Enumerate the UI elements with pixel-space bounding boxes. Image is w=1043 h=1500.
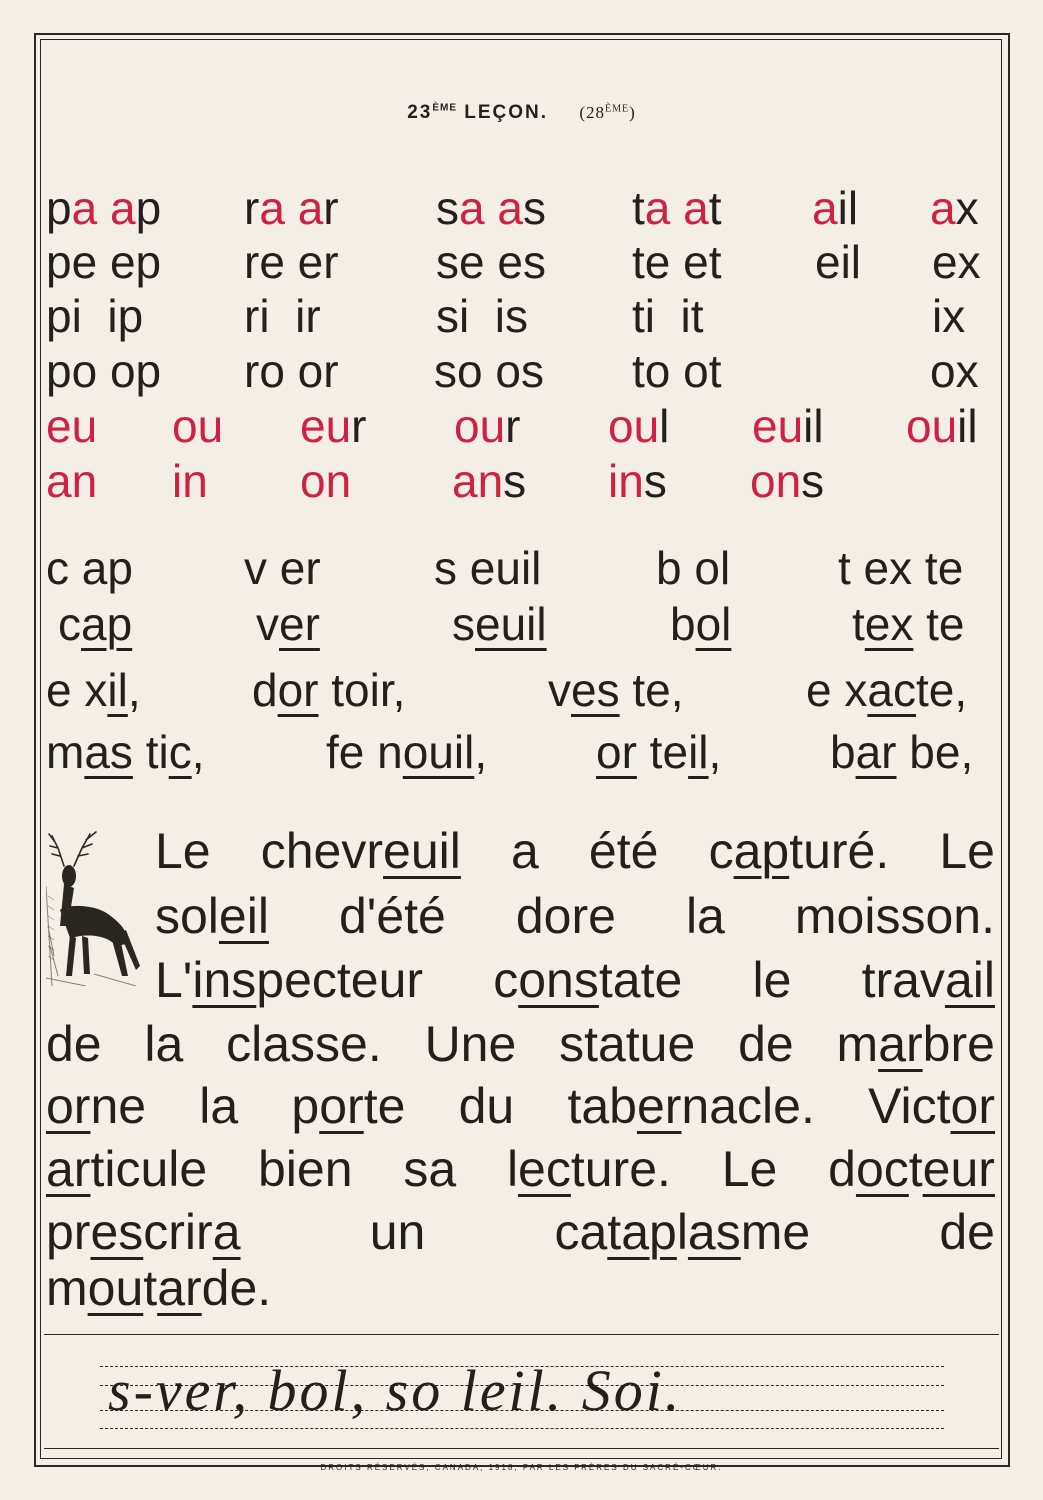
paragraph-word: Victor <box>868 1078 995 1134</box>
lesson-number: 23 <box>407 102 433 123</box>
syllable-row-2 <box>0 234 1043 290</box>
word-cell: cap <box>58 598 133 650</box>
paragraph-line-2 <box>155 884 995 948</box>
paragraph-line-3 <box>155 948 995 1012</box>
syllable-cell: ans <box>452 455 527 507</box>
paragraph-word: chevreuil <box>260 823 461 879</box>
paragraph-word: Le <box>939 823 995 879</box>
word-row-3 <box>0 662 1043 718</box>
paragraph-word: dore <box>515 888 616 944</box>
syllable-cell: ix <box>932 290 966 342</box>
paragraph-word: lecture. <box>506 1141 671 1197</box>
word-cell: s euil <box>434 542 542 594</box>
syllable-cell: in <box>172 455 208 507</box>
word-cell: tex te <box>852 598 965 650</box>
paragraph-word: constate <box>493 952 683 1008</box>
paragraph-line-7 <box>46 1200 995 1264</box>
syllable-cell: our <box>454 400 521 452</box>
paragraph-word: la <box>144 1016 184 1072</box>
word-cell: b ol <box>656 542 731 594</box>
syllable-row-6 <box>0 453 1043 509</box>
syllable-cell: ta at <box>632 182 722 234</box>
word-cell: c ap <box>46 542 133 594</box>
paragraph-word: bien <box>258 1141 353 1197</box>
syllable-cell: ins <box>608 455 667 507</box>
paragraph-word: de <box>939 1204 995 1260</box>
paragraph-word: de <box>46 1016 102 1072</box>
syllable-row-1 <box>0 180 1043 236</box>
word-cell: mas tic, <box>46 726 205 778</box>
word-cell: ves te, <box>548 664 684 716</box>
paragraph-line-8 <box>46 1256 995 1320</box>
syllable-cell: ax <box>930 182 979 234</box>
word-row-split <box>0 540 1043 596</box>
syllable-cell: pa ap <box>46 182 162 234</box>
syllable-cell: ox <box>930 345 979 397</box>
word-cell: bol <box>670 598 732 650</box>
syllable-cell: ou <box>172 400 224 452</box>
paragraph-word: sa <box>403 1141 457 1197</box>
word-cell: dor toir, <box>252 664 406 716</box>
syllable-cell: eil <box>815 236 862 288</box>
copyright-footer: DROITS RÉSERVÉS, CANADA, 1918, PAR LES FRÈRES DU SACRÉ-CŒUR. <box>320 1463 723 1472</box>
lesson-alt-number: (28ÈME) <box>579 103 636 122</box>
paragraph-word: du <box>458 1078 515 1134</box>
word-row-joined <box>0 596 1043 652</box>
word-cell: v er <box>244 542 321 594</box>
paragraph-word: de <box>738 1016 794 1072</box>
syllable-cell: re er <box>244 236 339 288</box>
word-row-4 <box>0 724 1043 780</box>
word-cell: bar be, <box>830 726 974 778</box>
syllable-cell: ri ir <box>244 290 321 342</box>
rule-bottom <box>44 1448 999 1449</box>
syllable-cell: eur <box>300 400 367 452</box>
paragraph-word: L'inspecteur <box>155 952 424 1008</box>
paragraph-word: tabernacle. <box>567 1078 815 1134</box>
paragraph-word: a <box>510 823 539 879</box>
paragraph-word: statue <box>559 1016 696 1072</box>
syllable-cell: so os <box>434 345 544 397</box>
syllable-row-5 <box>0 398 1043 454</box>
syllable-cell: sa as <box>436 182 546 234</box>
paragraph-word: un <box>369 1204 426 1260</box>
paragraph-word: le <box>752 952 792 1008</box>
paragraph-word: moutarde. <box>46 1260 272 1316</box>
paragraph-word: articule <box>46 1141 208 1197</box>
paragraph-word: marbre <box>836 1016 995 1072</box>
syllable-cell: pi ip <box>46 290 144 342</box>
syllable-cell: oul <box>608 400 670 452</box>
paragraph-word: cataplasme <box>554 1204 811 1260</box>
word-cell: e xil, <box>46 664 141 716</box>
syllable-row-3 <box>0 288 1043 344</box>
paragraph-word: la <box>685 888 725 944</box>
paragraph-word: moisson. <box>794 888 995 944</box>
syllable-cell: pe ep <box>46 236 162 288</box>
syllable-cell: po op <box>46 345 162 397</box>
word-cell: fe nouil, <box>326 726 488 778</box>
syllable-cell: an <box>46 455 98 507</box>
paragraph-word: porte <box>291 1078 406 1134</box>
paragraph-word: classe. <box>226 1016 382 1072</box>
paragraph-line-5 <box>46 1074 995 1138</box>
writing-guide <box>100 1428 944 1429</box>
lesson-title <box>0 102 1043 124</box>
word-cell: t ex te <box>838 542 964 594</box>
paragraph-word: docteur <box>828 1141 995 1197</box>
lesson-word: LEÇON. <box>464 102 549 123</box>
syllable-cell: euil <box>752 400 824 452</box>
cursive-line: s-ver, bol, so leil. Soi. <box>108 1358 683 1423</box>
paragraph-word: été <box>588 823 659 879</box>
syllable-cell: eu <box>46 400 98 452</box>
syllable-cell: ail <box>812 182 859 234</box>
paragraph-line-6 <box>46 1137 995 1201</box>
syllable-cell: ra ar <box>244 182 339 234</box>
paragraph-word: capturé. <box>708 823 890 879</box>
word-cell: or teil, <box>596 726 722 778</box>
paragraph-word: prescrira <box>46 1204 241 1260</box>
lesson-number-suffix: ÈME <box>432 102 457 114</box>
paragraph-line-1 <box>155 819 995 883</box>
syllable-cell: te et <box>632 236 722 288</box>
syllable-cell: ti it <box>632 290 704 342</box>
paragraph-word: Le <box>721 1141 778 1197</box>
paragraph-word: orne <box>46 1078 147 1134</box>
syllable-cell: ouil <box>906 400 978 452</box>
paragraph-word: Une <box>424 1016 517 1072</box>
paragraph-word: d'été <box>338 888 446 944</box>
syllable-row-4 <box>0 343 1043 399</box>
syllable-cell: on <box>300 455 352 507</box>
paragraph-word: Le <box>155 823 211 879</box>
paragraph-line-4 <box>46 1012 995 1076</box>
word-cell: e xacte, <box>806 664 968 716</box>
paragraph-word: soleil <box>155 888 269 944</box>
word-cell: seuil <box>452 598 547 650</box>
rule-top <box>44 1334 999 1335</box>
syllable-cell: ons <box>750 455 825 507</box>
paragraph-word: travail <box>861 952 995 1008</box>
syllable-cell: to ot <box>632 345 722 397</box>
paragraph-word: la <box>199 1078 239 1134</box>
word-cell: ver <box>256 598 320 650</box>
syllable-cell: ex <box>932 236 981 288</box>
syllable-cell: se es <box>436 236 546 288</box>
syllable-cell: ro or <box>244 345 339 397</box>
syllable-cell: si is <box>436 290 528 342</box>
deer-illustration <box>46 826 140 986</box>
